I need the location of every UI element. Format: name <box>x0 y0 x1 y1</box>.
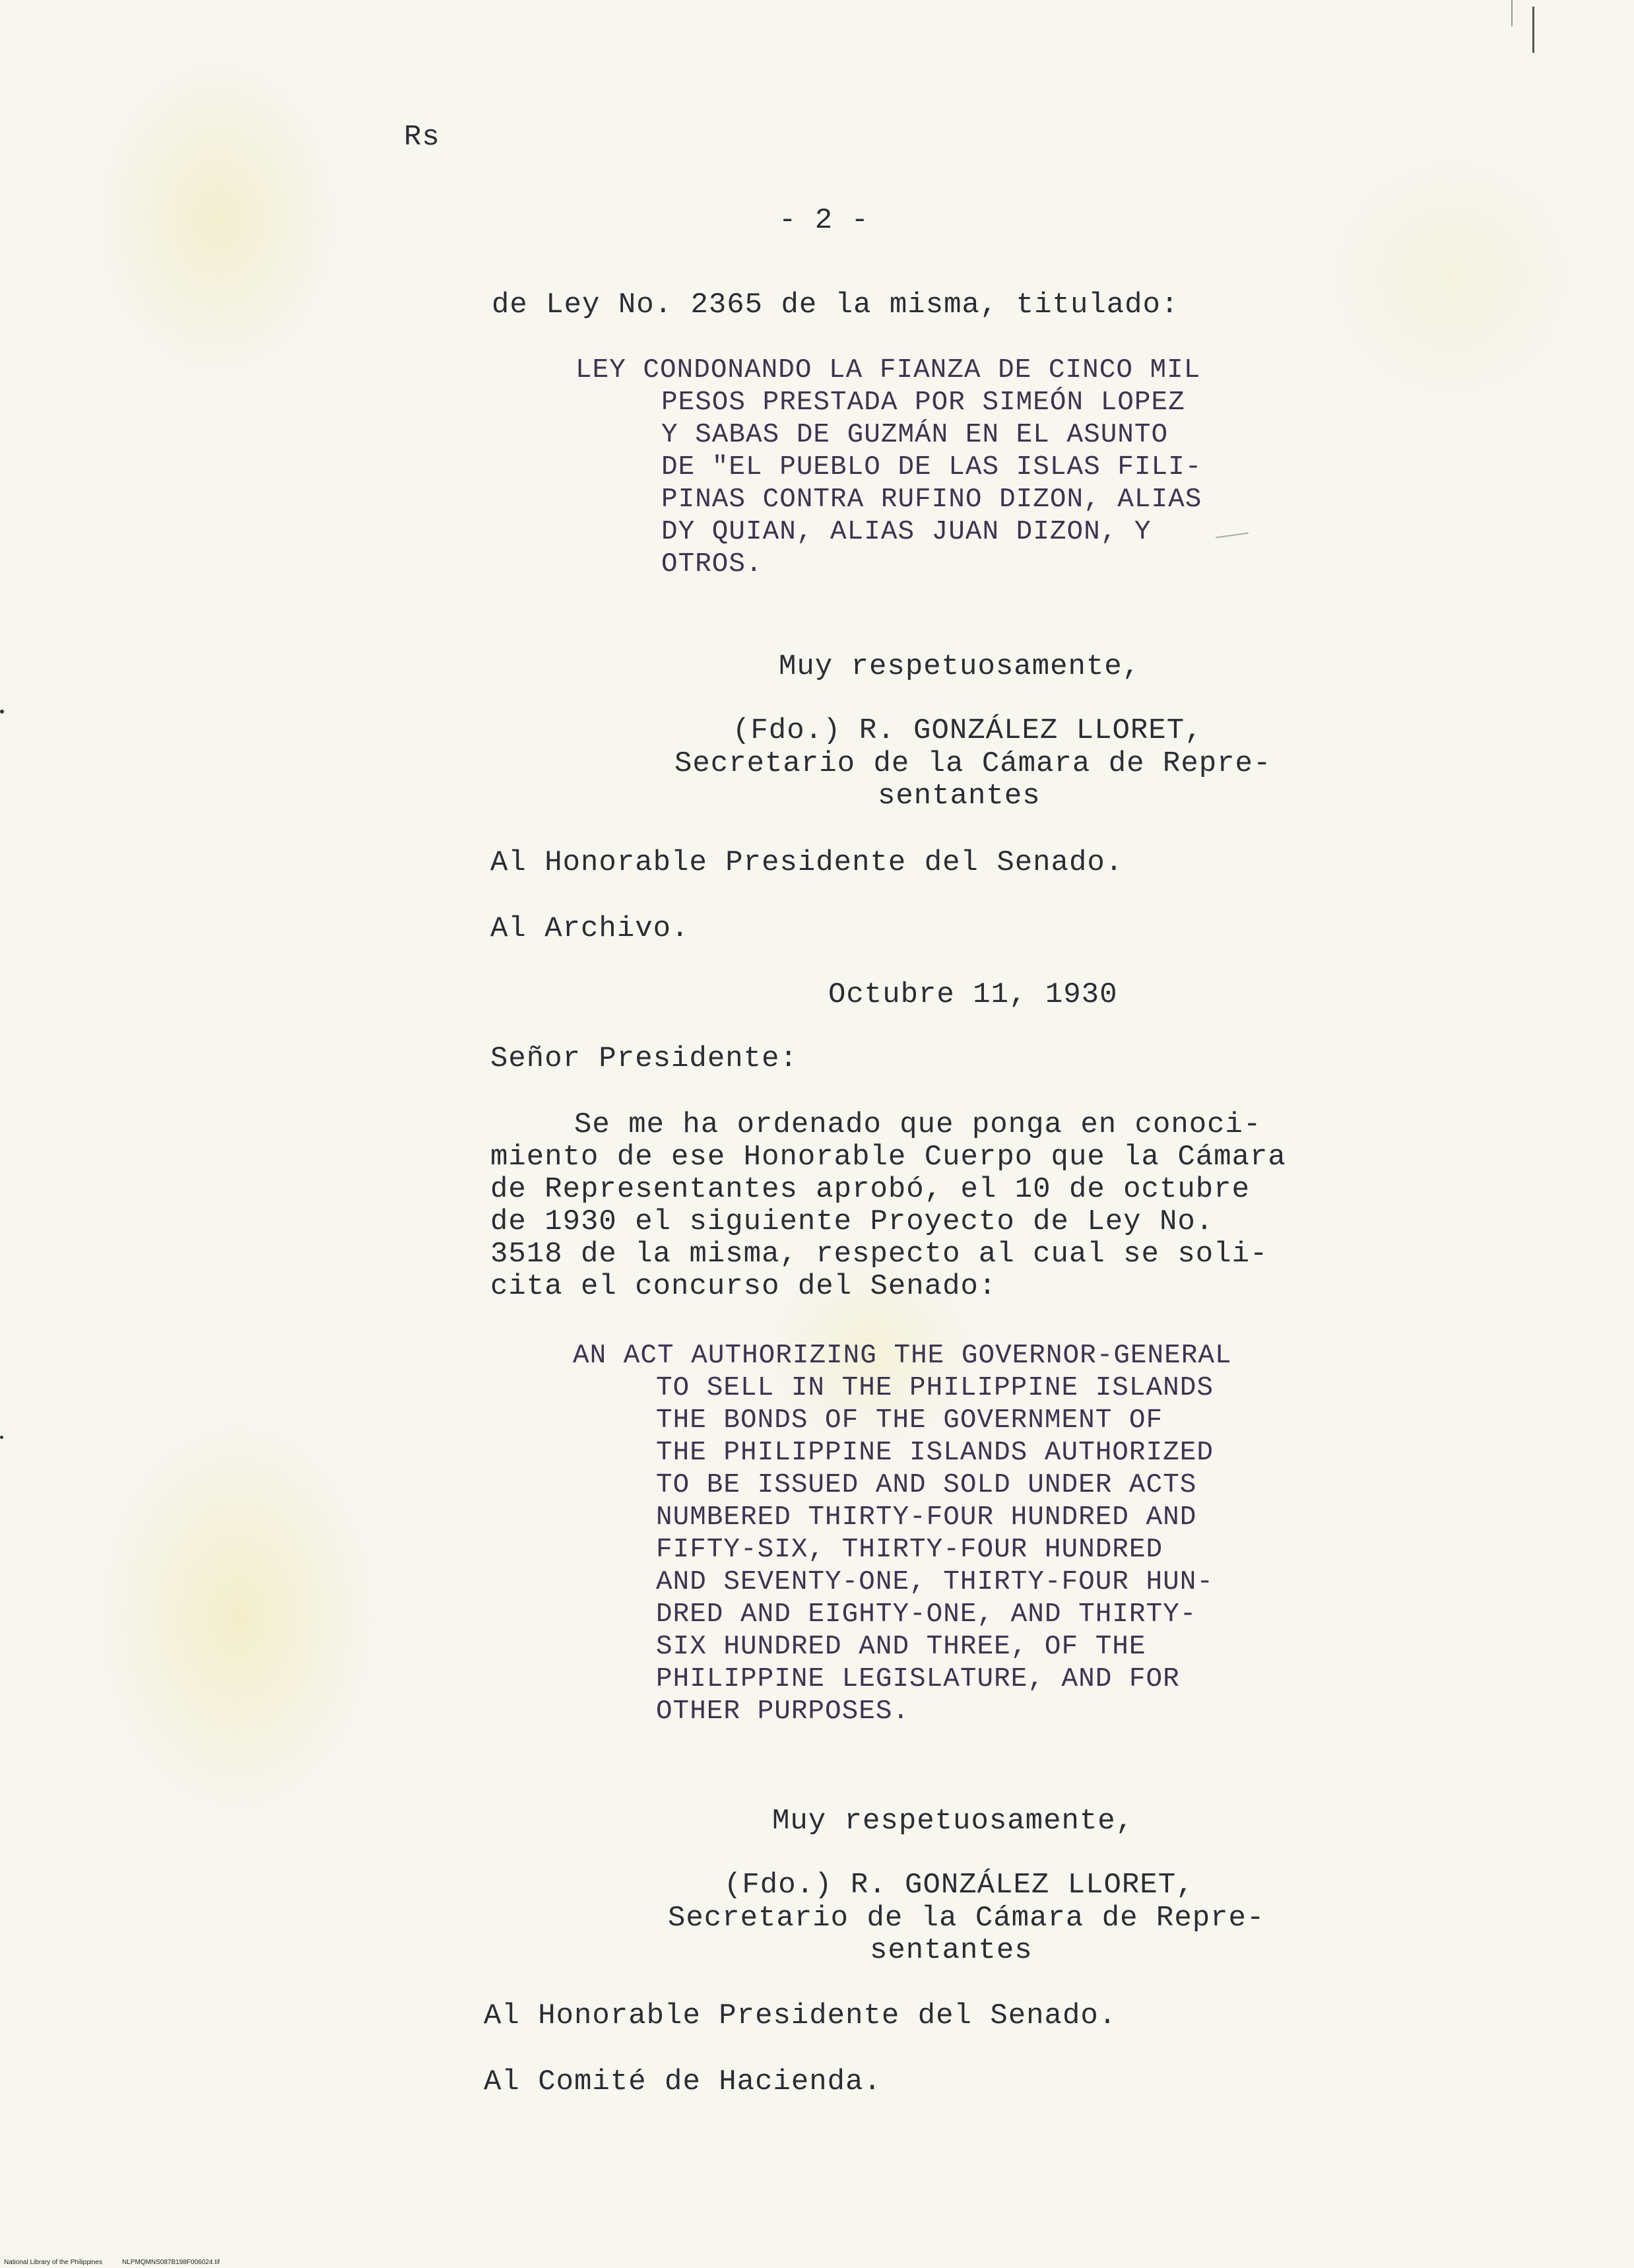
act-title-line: NUMBERED THIRTY-FOUR HUNDRED AND <box>656 1502 1197 1533</box>
footer-file: NLPMQMNS087B198F006024.tif <box>121 2259 220 2266</box>
body-line: cita el concurso del Senado: <box>490 1270 997 1303</box>
signature-title-2b: sentantes <box>870 1934 1033 1967</box>
act-title-line: TO BE ISSUED AND SOLD UNDER ACTS <box>656 1470 1197 1500</box>
signature-2: (Fdo.) R. GONZÁLEZ LLORET, <box>724 1869 1194 1902</box>
punch-mark <box>0 1436 3 1439</box>
act-title-line: PHILIPPINE LEGISLATURE, AND FOR <box>656 1664 1180 1694</box>
scan-footer <box>4 2259 240 2267</box>
signature-1: (Fdo.) R. GONZÁLEZ LLORET, <box>733 714 1203 747</box>
law-title-line: PINAS CONTRA RUFINO DIZON, ALIAS <box>661 484 1202 515</box>
date: Octubre 11, 1930 <box>828 978 1118 1011</box>
page-number: - 2 - <box>779 204 870 237</box>
act-title-line: AN ACT AUTHORIZING THE GOVERNOR-GENERAL <box>573 1341 1232 1371</box>
addressee-2: Al Honorable Presidente del Senado. <box>484 1999 1117 2032</box>
addressee-1: Al Honorable Presidente del Senado. <box>490 846 1124 879</box>
act-title-line: AND SEVENTY-ONE, THIRTY-FOUR HUN- <box>656 1567 1214 1597</box>
punch-mark <box>0 710 4 714</box>
signature-title-2: Secretario de la Cámara de Repre- <box>668 1902 1265 1935</box>
act-title-line: THE BONDS OF THE GOVERNMENT OF <box>656 1405 1163 1436</box>
law-title-line: OTROS. <box>661 549 763 580</box>
body-line: miento de ese Honorable Cuerpo que la Cámara <box>490 1141 1286 1174</box>
body-line: Se me ha ordenado que ponga en conoci- <box>574 1108 1262 1141</box>
law-title-line: Y SABAS DE GUZMÁN EN EL ASUNTO <box>661 420 1169 450</box>
law-title-line: LEY CONDONANDO LA FIANZA DE CINCO MIL <box>575 355 1201 385</box>
signature-title-1b: sentantes <box>878 780 1041 813</box>
act-title-line: DRED AND EIGHTY-ONE, AND THIRTY- <box>656 1599 1197 1630</box>
body-line: de Representantes aprobó, el 10 de octubre <box>490 1173 1250 1206</box>
edge-mark <box>1532 7 1534 53</box>
law-title-line: DY QUIAN, ALIAS JUAN DIZON, Y <box>661 517 1152 547</box>
intro-line: de Ley No. 2365 de la misma, titulado: <box>492 288 1179 321</box>
act-title-line: OTHER PURPOSES. <box>656 1696 910 1727</box>
stray-mark <box>1216 533 1249 539</box>
act-title-line: SIX HUNDRED AND THREE, OF THE <box>656 1632 1146 1662</box>
footer-library: National Library of the Philippines <box>4 2259 102 2266</box>
body-line: de 1930 el siguiente Proyecto de Ley No. <box>490 1205 1214 1238</box>
body-line: 3518 de la misma, respecto al cual se soli- <box>490 1238 1268 1271</box>
initials: Rs <box>404 121 440 154</box>
law-title-block <box>575 354 1202 581</box>
act-title-line: TO SELL IN THE PHILIPPINE ISLANDS <box>656 1373 1214 1403</box>
act-title-line: THE PHILIPPINE ISLANDS AUTHORIZED <box>656 1438 1214 1468</box>
referral-1: Al Archivo. <box>490 912 690 945</box>
closing-2: Muy respetuosamente, <box>772 1805 1134 1838</box>
act-title-block <box>573 1340 1232 1728</box>
referral-2: Al Comité de Hacienda. <box>484 2065 882 2098</box>
signature-title-1: Secretario de la Cámara de Repre- <box>674 747 1272 780</box>
law-title-line: PESOS PRESTADA POR SIMEÓN LOPEZ <box>661 387 1185 418</box>
salutation: Señor Presidente: <box>490 1042 798 1075</box>
edge-mark <box>1511 0 1513 26</box>
act-title-line: FIFTY-SIX, THIRTY-FOUR HUNDRED <box>656 1535 1163 1565</box>
closing-1: Muy respetuosamente, <box>779 650 1141 683</box>
law-title-line: DE "EL PUEBLO DE LAS ISLAS FILI- <box>661 452 1202 483</box>
